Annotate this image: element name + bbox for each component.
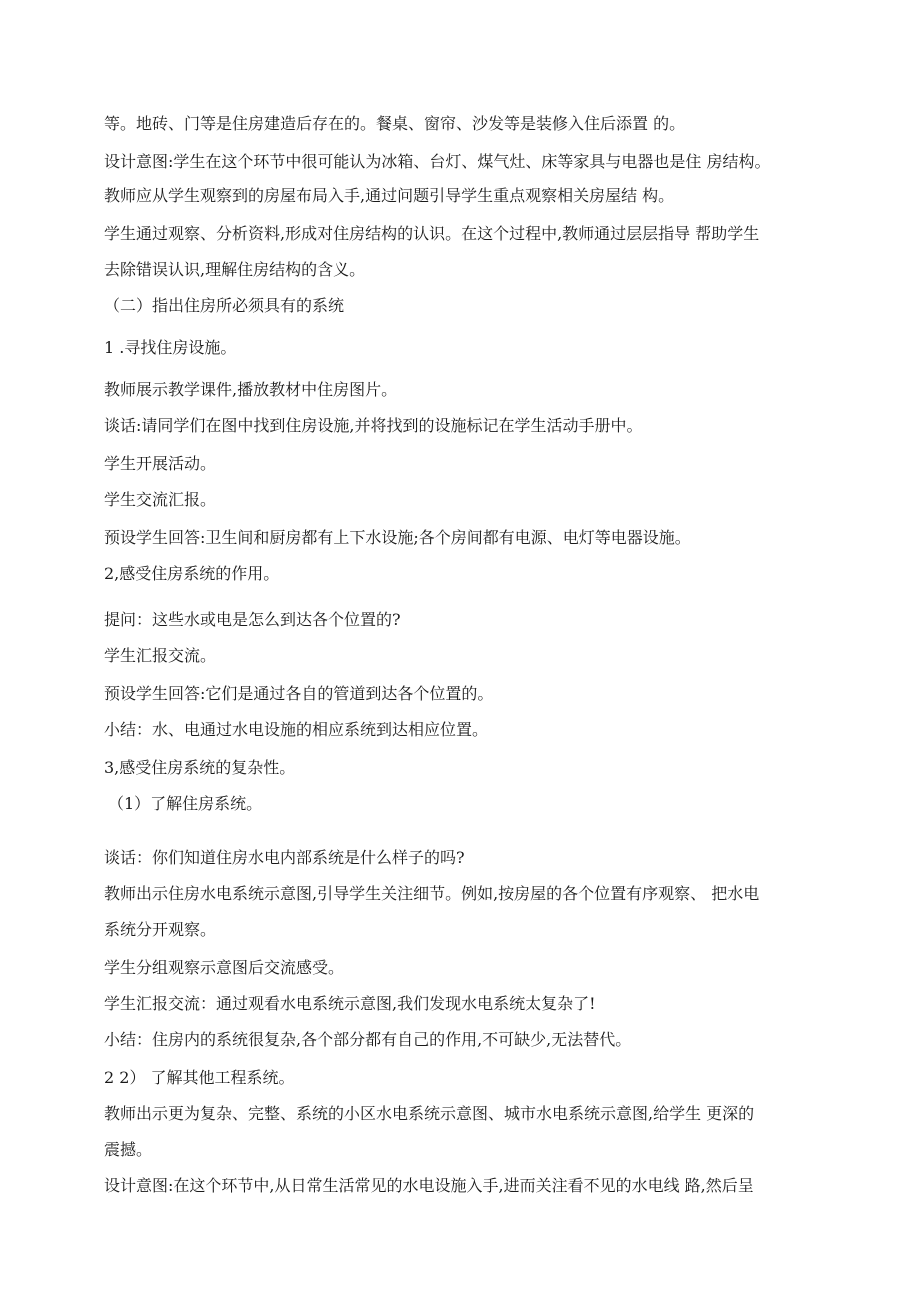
text-line: 教师出示住房水电系统示意图,引导学生关注细节。例如,按房屋的各个位置有序观察、 把水电 [104,884,760,903]
text-line: 设计意图:在这个环节中,从日常生活常见的水电设施入手,进而关注看不见的水电线 路,然后呈 [104,1176,754,1195]
subsection-heading: 2 2） 了解其他工程系统。 [104,1068,295,1087]
section-heading: （二）指出住房所必须具有的系统 [104,296,345,315]
text-line: 学生通过观察、分析资料,形成对住房结构的认识。在这个过程中,教师通过层层指导 帮助学生 [104,224,760,243]
text-line: 预设学生回答:卫生间和厨房都有上下水设施;各个房间都有电源、电灯等电器设施。 [104,528,691,547]
text-line: 系统分开观察。 [104,920,217,939]
text-line: 小结：住房内的系统很复杂,各个部分都有自己的作用,不可缺少,无法替代。 [104,1030,632,1049]
text-line: 学生汇报交流。 [104,646,217,665]
text-line: 学生开展活动。 [104,454,217,473]
text-line: 震撼。 [104,1140,153,1159]
text-line: 去除错误认识,理解住房结构的含义。 [104,260,366,279]
text-line: 教师出示更为复杂、完整、系统的小区水电系统示意图、城市水电系统示意图,给学生 更深的 [104,1104,755,1123]
text-line: 教师展示教学课件,播放教材中住房图片。 [104,380,398,399]
text-line: 预设学生回答:它们是通过各自的管道到达各个位置的。 [104,684,494,703]
text-line: 学生分组观察示意图后交流感受。 [104,958,345,977]
text-line: 谈话：你们知道住房水电内部系统是什么样子的吗? [104,848,465,867]
text-line: 谈话:请同学们在图中找到住房设施,并将找到的设施标记在学生活动手册中。 [104,416,643,435]
text-line: 小结：水、电通过水电设施的相应系统到达相应位置。 [104,720,489,739]
subsection-heading: 2,感受住房系统的作用。 [104,564,280,583]
subsection-heading: （1）了解住房系统。 [108,794,263,813]
text-line: 学生交流汇报。 [104,490,217,509]
text-line: 教师应从学生观察到的房屋布局入手,通过问题引导学生重点观察相关房屋结 构。 [104,186,675,205]
text-line: 学生汇报交流：通过观看水电系统示意图,我们发现水电系统太复杂了! [104,994,596,1013]
subsection-heading: 1 .寻找住房设施。 [104,338,237,357]
text-line: 等。地砖、门等是住房建造后存在的。餐桌、窗帘、沙发等是装修入住后添置 的。 [104,114,686,133]
text-line: 设计意图:学生在这个环节中很可能认为冰箱、台灯、煤气灶、床等家具与电器也是住 房结构。 [104,152,771,171]
text-line: 提问：这些水或电是怎么到达各个位置的? [104,610,401,629]
subsection-heading: 3,感受住房系统的复杂性。 [104,758,296,777]
